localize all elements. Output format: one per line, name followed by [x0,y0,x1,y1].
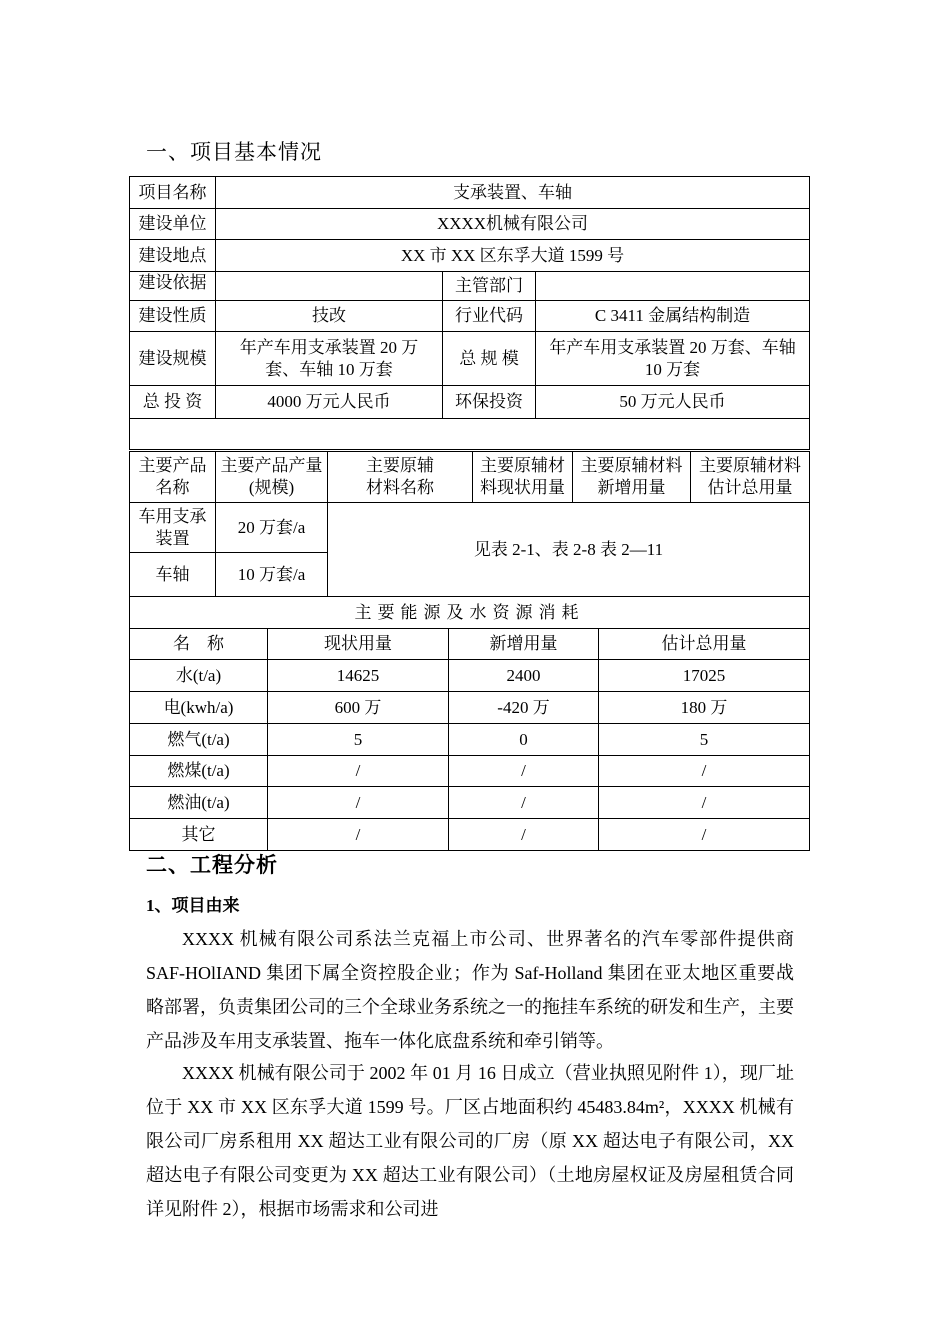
table-row [130,724,810,756]
value-project-name: 支承装置、车轴 [216,177,810,209]
basic-info-table [129,176,810,450]
header-material-total: 主要原辅材料估计总用量 [691,452,810,503]
blank-row [130,419,810,450]
label-construction-location: 建设地点 [130,240,216,272]
product-name: 车轴 [130,553,216,597]
value-construction-scale: 年产车用支承装置 20 万套、车轴 10 万套 [216,332,443,386]
label-construction-basis: 建设依据 [130,272,216,301]
value-construction-unit: XXXX机械有限公司 [216,209,810,240]
table-row [130,692,810,724]
table-row [130,756,810,787]
total-usage: 5 [599,724,810,756]
new-usage: -420 万 [449,692,599,724]
table-row [130,819,810,851]
current-usage: 14625 [268,660,449,692]
total-usage: 17025 [599,660,810,692]
value-env-investment: 50 万元人民币 [536,386,810,419]
header-material-current: 主要原辅材料现状用量 [473,452,573,503]
current-usage: / [268,787,449,819]
current-usage: 5 [268,724,449,756]
total-usage: / [599,819,810,851]
new-usage: / [449,756,599,787]
products-table [129,451,810,597]
energy-table-title: 主要能源及水资源消耗 [130,597,810,629]
resource-name: 燃煤(t/a) [130,756,268,787]
total-usage: 180 万 [599,692,810,724]
table-row [130,787,810,819]
label-construction-unit: 建设单位 [130,209,216,240]
label-competent-dept: 主管部门 [443,272,536,301]
current-usage: / [268,756,449,787]
new-usage: / [449,819,599,851]
paragraph-company-history: XXXX 机械有限公司于 2002 年 01 月 16 日成立（营业执照见附件 1），现厂址位于 XX 市 XX 区东孚大道 1599 号。厂区占地面积约 45483.84m²，XXXX 机械有限公司厂房系租用 XX 超达工业有限公司的厂房（原 XX 超达电子有限公司，XX 超达电子有限公司变更为 XX 超达工业有限公司）（土地房屋权证及房屋租赁合同详见附件 2），根据市场需求和公司进 [146,1063,794,1219]
label-construction-nature: 建设性质 [130,301,216,332]
label-project-name: 项目名称 [130,177,216,209]
energy-table [129,596,810,851]
total-usage: / [599,787,810,819]
value-competent-dept [536,272,810,301]
value-construction-location: XX 市 XX 区东孚大道 1599 号 [216,240,810,272]
current-usage: / [268,819,449,851]
value-total-investment: 4000 万元人民币 [216,386,443,419]
section-title-basic-info: 一、项目基本情况 [146,140,322,164]
product-output: 10 万套/a [216,553,328,597]
value-construction-basis [216,272,443,301]
header-total: 估计总用量 [599,629,810,660]
product-output: 20 万套/a [216,503,328,553]
value-industry-code: C 3411 金属结构制造 [536,301,810,332]
resource-name: 燃气(t/a) [130,724,268,756]
resource-name: 其它 [130,819,268,851]
label-env-investment: 环保投资 [443,386,536,419]
materials-note: 见表 2-1、表 2-8 表 2—11 [328,503,810,597]
header-material-name: 主要原辅材料名称 [328,452,473,503]
new-usage: 2400 [449,660,599,692]
new-usage: / [449,787,599,819]
value-total-scale: 年产车用支承装置 20 万套、车轴 10 万套 [536,332,810,386]
product-name: 车用支承装置 [130,503,216,553]
resource-name: 水(t/a) [130,660,268,692]
header-name: 名 称 [130,629,268,660]
resource-name: 电(kwh/a) [130,692,268,724]
label-total-scale: 总 规 模 [443,332,536,386]
value-construction-nature: 技改 [216,301,443,332]
new-usage: 0 [449,724,599,756]
section-title-engineering: 二、工程分析 [146,853,278,877]
header-product-name: 主要产品名称 [130,452,216,503]
resource-name: 燃油(t/a) [130,787,268,819]
header-new: 新增用量 [449,629,599,660]
label-industry-code: 行业代码 [443,301,536,332]
subsection-title-origin: 1、项目由来 [146,896,240,915]
label-total-investment: 总 投 资 [130,386,216,419]
table-row [130,660,810,692]
header-material-new: 主要原辅材料新增用量 [573,452,691,503]
header-current: 现状用量 [268,629,449,660]
current-usage: 600 万 [268,692,449,724]
total-usage: / [599,756,810,787]
paragraph-company-intro: XXXX 机械有限公司系法兰克福上市公司、世界著名的汽车零部件提供商 SAF-HOlIAND 集团下属全资控股企业；作为 Saf-Holland 集团在亚太地区重要战略部署，负责集团公司的三个全球业务系统之一的拖挂车系统的研发和生产，主要产品涉及车用支承装置、拖车一体化底盘系统和牵引销等。 [146,929,794,1051]
label-construction-scale: 建设规模 [130,332,216,386]
header-product-output: 主要产品产量(规模) [216,452,328,503]
